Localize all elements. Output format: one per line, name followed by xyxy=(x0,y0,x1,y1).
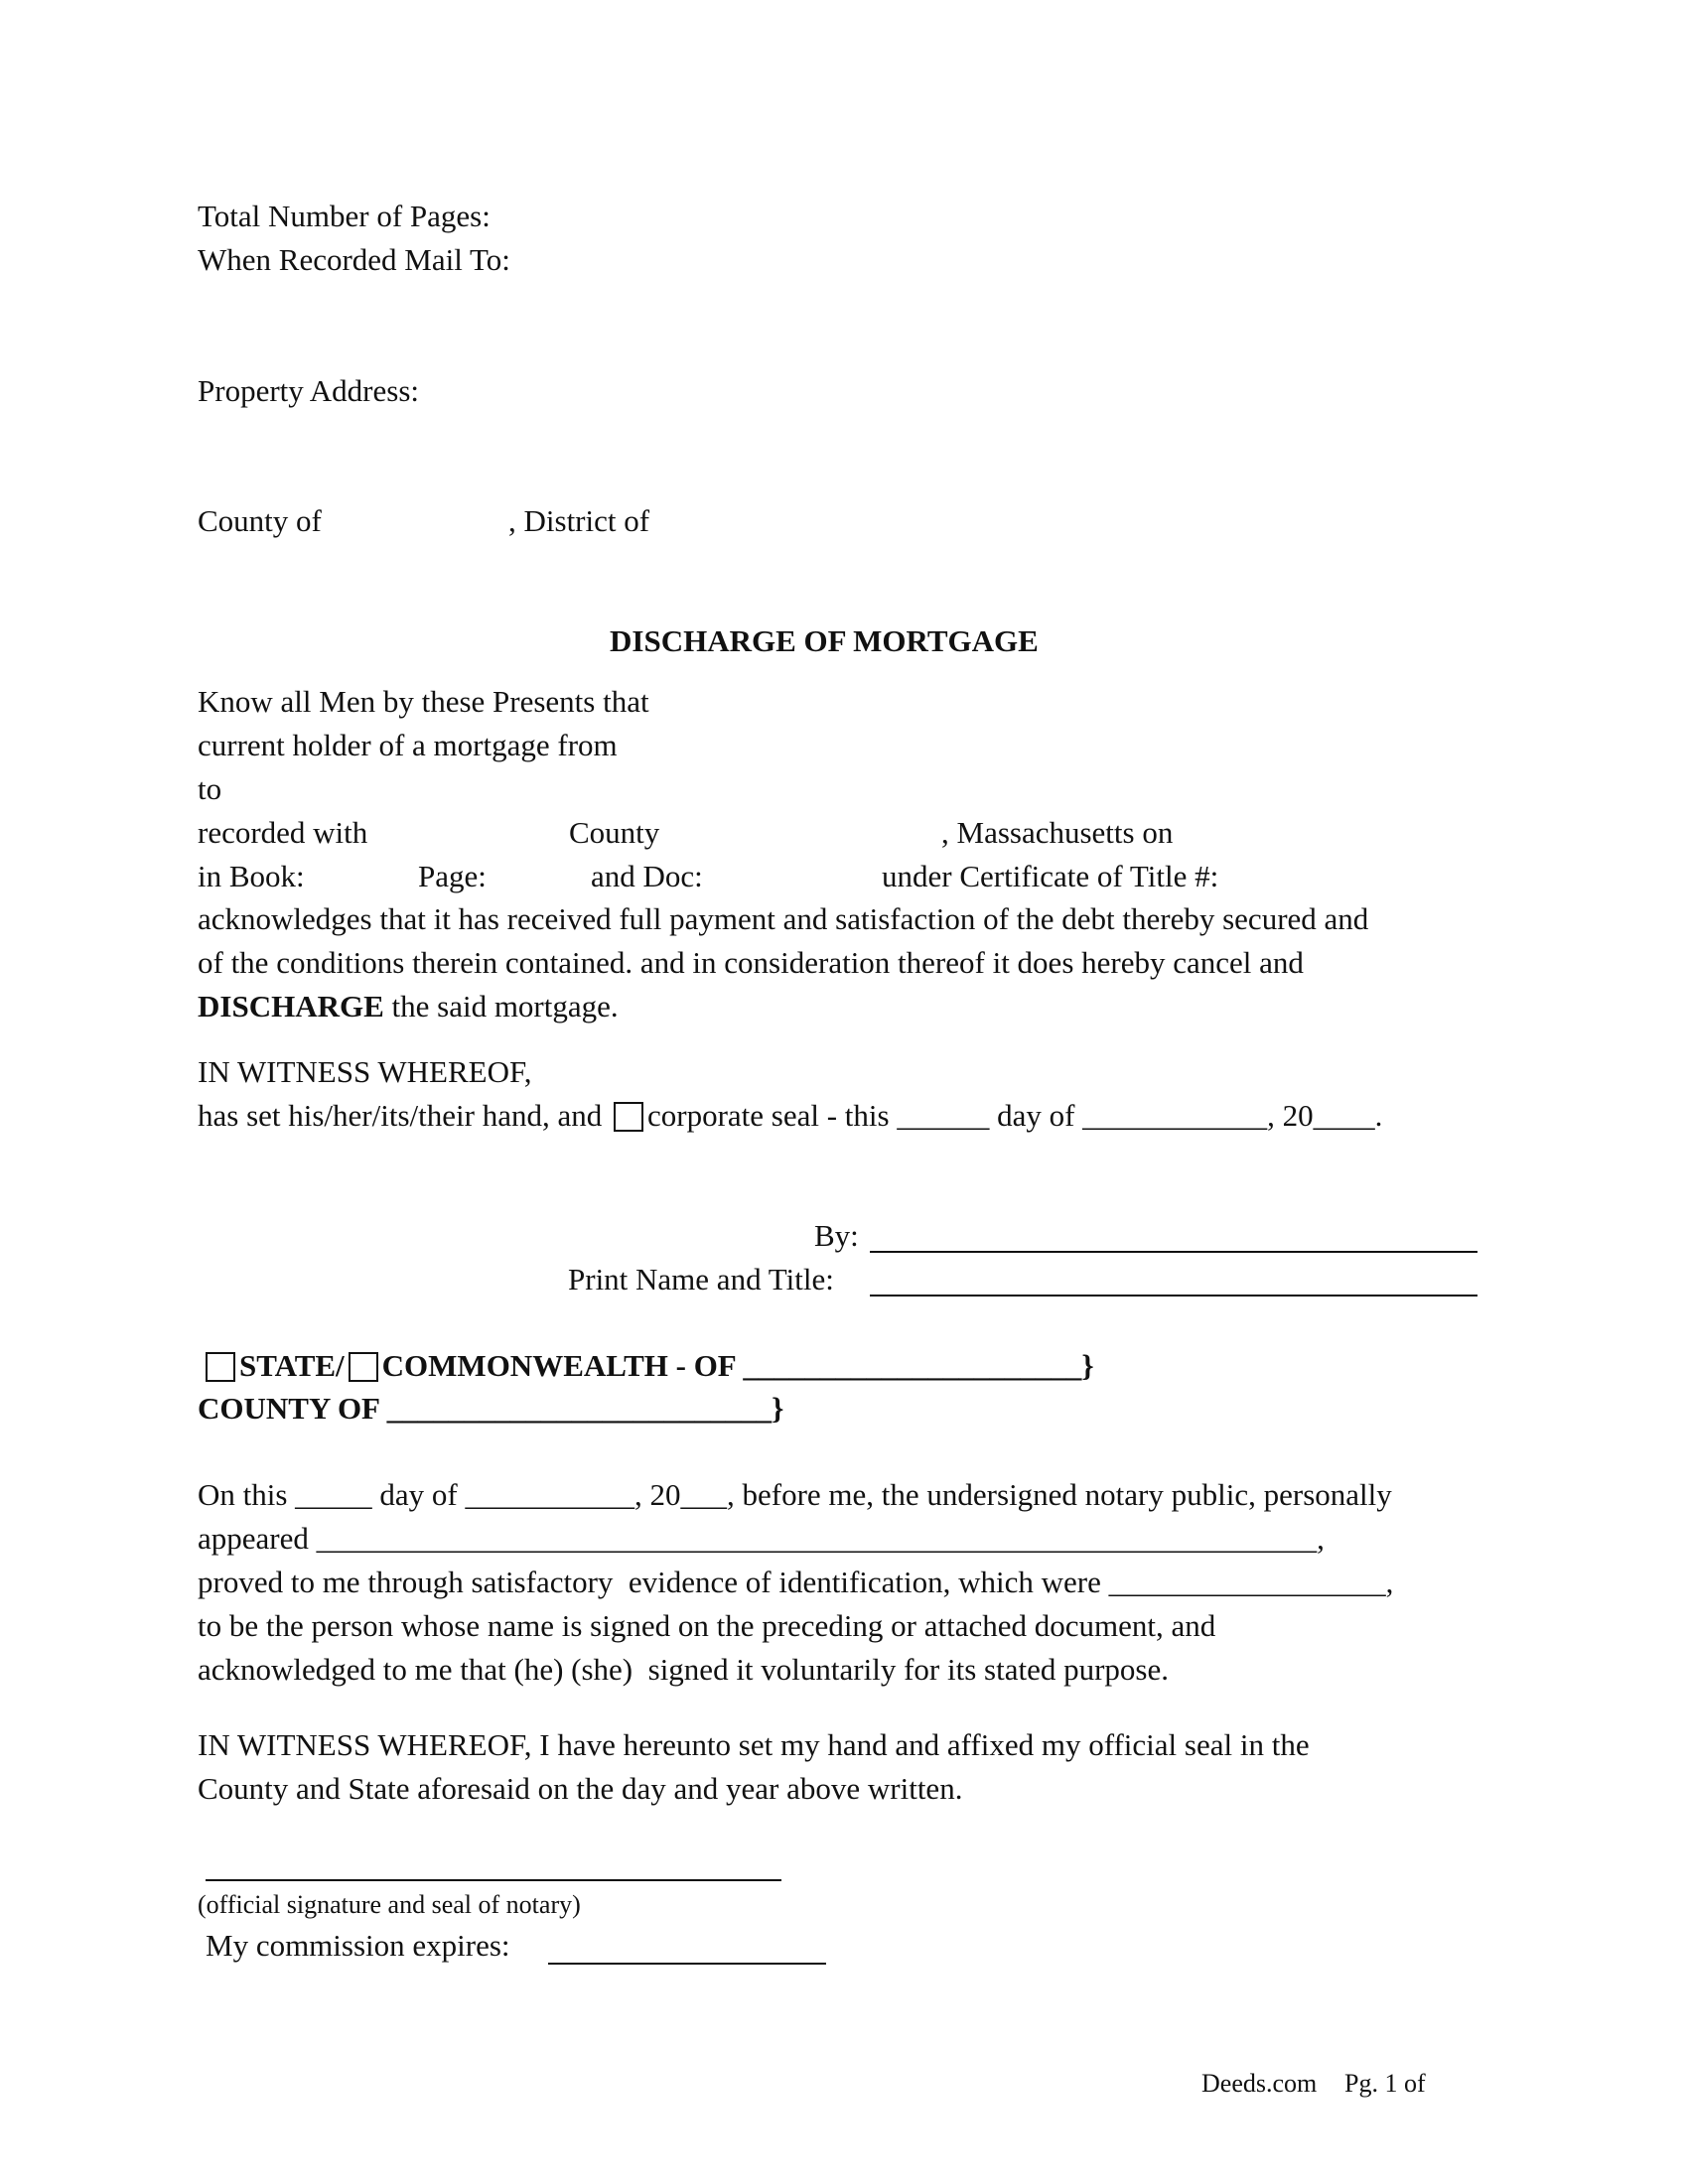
acknowledges-line-1: acknowledges that it has received full payment and satisfaction of the debt thereby secured and xyxy=(198,901,1369,936)
county-of-line: COUNTY OF _________________________} xyxy=(198,1391,784,1426)
mail-to-label: When Recorded Mail To: xyxy=(198,242,510,277)
massachusetts-on-label: , Massachusetts on xyxy=(941,815,1174,850)
total-pages-label: Total Number of Pages: xyxy=(198,199,491,233)
notary-line-3: proved to me through satisfactory evidence of identification, which were __________________, xyxy=(198,1565,1394,1599)
by-signature-line[interactable] xyxy=(870,1251,1477,1253)
discharge-line xyxy=(198,988,619,1025)
to-text: to xyxy=(198,771,222,806)
notary-signature-caption: (official signature and seal of notary) xyxy=(198,1890,581,1919)
commonwealth-label: COMMONWEALTH - OF ______________________} xyxy=(381,1348,1094,1383)
notary-line-2: appeared _________________________________________________________________, xyxy=(198,1521,1325,1556)
state-label: STATE/ xyxy=(239,1348,345,1383)
footer-page-label: Pg. 1 of xyxy=(1344,2069,1426,2098)
notary-witness-line-1: IN WITNESS WHEREOF, I have hereunto set my hand and affixed my official seal in the xyxy=(198,1727,1310,1762)
notary-line-5: acknowledged to me that (he) (she) signed it voluntarily for its stated purpose. xyxy=(198,1652,1169,1687)
by-label: By: xyxy=(814,1218,859,1253)
corporate-seal-checkbox[interactable] xyxy=(614,1102,643,1132)
certificate-label: under Certificate of Title #: xyxy=(882,859,1219,893)
print-name-label: Print Name and Title: xyxy=(568,1262,834,1297)
print-name-line[interactable] xyxy=(870,1295,1477,1297)
witness-line xyxy=(198,1097,1382,1135)
notary-witness-line-2: County and State aforesaid on the day and year above written. xyxy=(198,1771,963,1806)
county-label: County of xyxy=(198,503,322,538)
and-doc-label: and Doc: xyxy=(591,859,703,893)
state-commonwealth-line xyxy=(198,1347,1094,1385)
county-word: County xyxy=(569,815,660,850)
notary-line-4: to be the person whose name is signed on the preceding or attached document, and xyxy=(198,1608,1216,1643)
notary-signature-line[interactable] xyxy=(206,1879,781,1881)
page-label: Page: xyxy=(418,859,487,893)
current-holder-text: current holder of a mortgage from xyxy=(198,728,618,762)
footer-site: Deeds.com xyxy=(1201,2069,1318,2098)
acknowledges-line-2: of the conditions therein contained. and in consideration thereof it does hereby cancel and xyxy=(198,945,1304,980)
district-label: , District of xyxy=(508,503,650,538)
witness-line-suffix: corporate seal - this ______ day of ____________, 20____. xyxy=(646,1098,1383,1133)
commission-expires-line[interactable] xyxy=(548,1963,826,1965)
recorded-with-label: recorded with xyxy=(198,815,368,850)
notary-line-1: On this _____ day of ___________, 20___, before me, the undersigned notary public, personally xyxy=(198,1477,1392,1512)
commission-expires-label: My commission expires: xyxy=(206,1928,510,1963)
property-address-label: Property Address: xyxy=(198,373,420,408)
witness-line-prefix: has set his/her/its/their hand, and xyxy=(198,1098,603,1133)
in-book-label: in Book: xyxy=(198,859,305,893)
state-checkbox[interactable] xyxy=(206,1352,235,1382)
discharge-bold-word: DISCHARGE xyxy=(198,989,384,1024)
discharge-rest: the said mortgage. xyxy=(383,989,619,1024)
commonwealth-checkbox[interactable] xyxy=(349,1352,378,1382)
document-title: DISCHARGE OF MORTGAGE xyxy=(610,623,1039,658)
know-all-text: Know all Men by these Presents that xyxy=(198,684,649,719)
witness-heading: IN WITNESS WHEREOF, xyxy=(198,1054,532,1089)
